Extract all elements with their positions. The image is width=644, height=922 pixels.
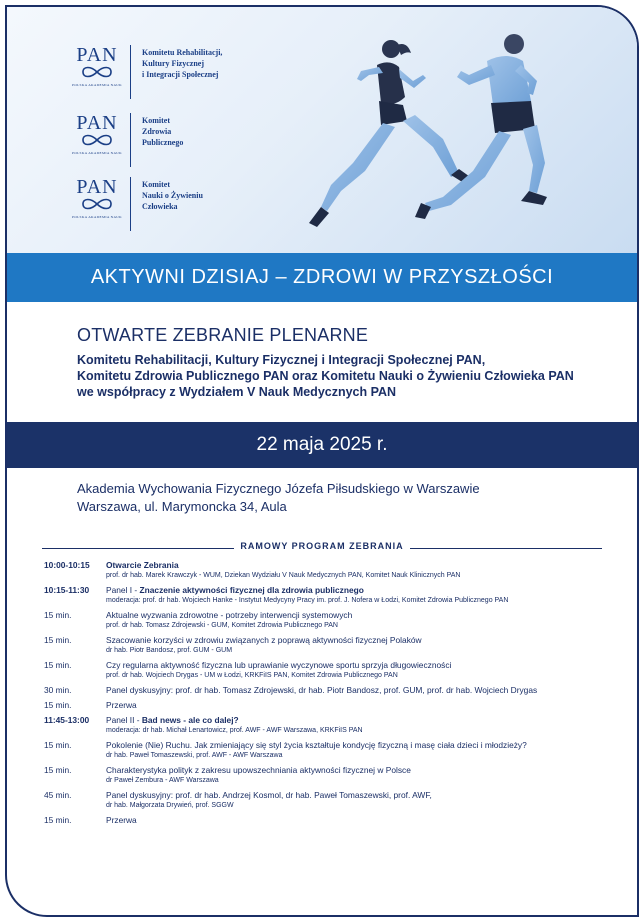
program-title bbox=[106, 700, 624, 711]
committee-name-line: Nauki o Żywieniu bbox=[142, 191, 203, 200]
committee-name-line: Człowieka bbox=[142, 202, 178, 211]
organizer-line: Komitetu Rehabilitacji, Kultury Fizycznej i Integracji Społecznej PAN, bbox=[77, 353, 486, 367]
program-content bbox=[106, 700, 624, 711]
program-content bbox=[106, 635, 624, 656]
program-title bbox=[106, 790, 624, 801]
program-title-text: Pokolenie (Nie) Ruchu. Jak zmieniający się styl życia kształtuje kondycję fizyczną i masę ciała dzieci i młodzieży? bbox=[106, 740, 527, 750]
program-content bbox=[106, 660, 624, 681]
program-time: 15 min. bbox=[44, 815, 72, 825]
logo-committee-public-health bbox=[69, 113, 183, 171]
pan-logo bbox=[69, 177, 125, 220]
program-title bbox=[106, 635, 624, 646]
pan-mark: PAN bbox=[76, 44, 118, 66]
program-title-text: Znaczenie aktywności fizycznej dla zdrowia publicznego bbox=[139, 585, 364, 595]
program-content bbox=[106, 685, 624, 696]
committee-name bbox=[142, 177, 203, 212]
pan-logo bbox=[69, 45, 125, 88]
program-time: 15 min. bbox=[44, 610, 72, 620]
program-item bbox=[44, 685, 624, 696]
banner-title: AKTYWNI DZISIAJ – ZDROWI W PRZYSZŁOŚCI bbox=[7, 253, 637, 302]
program-title bbox=[106, 610, 624, 621]
committee-name-line: Zdrowia bbox=[142, 127, 172, 136]
pan-subtitle: POLSKA AKADEMIA NAUK bbox=[72, 83, 122, 87]
program-item bbox=[44, 740, 624, 761]
program-time: 10:00-10:15 bbox=[44, 560, 90, 570]
logo-committee-nutrition bbox=[69, 177, 203, 235]
program-speaker: dr hab. Piotr Bandosz, prof. GUM - GUM bbox=[106, 647, 233, 654]
committee-name-line: Publicznego bbox=[142, 138, 184, 147]
committee-name-line: Kultury Fizycznej bbox=[142, 59, 204, 68]
program-time: 15 min. bbox=[44, 740, 72, 750]
program-title-text: Otwarcie Zebrania bbox=[106, 560, 179, 570]
program-title-text: Przerwa bbox=[106, 815, 137, 825]
committee-name bbox=[142, 45, 222, 80]
program-content bbox=[106, 815, 624, 826]
program-title bbox=[106, 585, 624, 596]
program-item bbox=[44, 700, 624, 711]
infinity-icon bbox=[77, 66, 117, 78]
logo-committee-rehabilitation bbox=[69, 45, 222, 103]
committee-name-line: Komitetu Rehabilitacji, bbox=[142, 48, 223, 57]
organizer-line: Komitetu Zdrowia Publicznego PAN oraz Komitetu Nauki o Żywieniu Człowieka PAN bbox=[77, 369, 574, 383]
committee-name-line: Komitet bbox=[142, 116, 170, 125]
pan-mark: PAN bbox=[76, 176, 118, 198]
program-title-text: Bad news - ale co dalej? bbox=[141, 715, 239, 725]
program-title bbox=[106, 815, 624, 826]
program-time: 10:15-11:30 bbox=[44, 585, 90, 595]
program-speaker: prof. dr hab. Marek Krawczyk - WUM, Dziekan Wydziału V Nauk Medycznych PAN, Komitet Nauk Klinicznych PAN bbox=[106, 572, 461, 579]
infinity-icon bbox=[77, 134, 117, 146]
logo-divider bbox=[130, 113, 131, 167]
program-content bbox=[106, 585, 624, 606]
program-content bbox=[106, 715, 624, 736]
program-title bbox=[106, 560, 624, 571]
program-item bbox=[44, 715, 624, 736]
program-title-text: Panel dyskusyjny: prof. dr hab. Andrzej Kosmol, dr hab. Paweł Tomaszewski, prof. AWF, bbox=[106, 790, 432, 800]
program-title-text: Aktualne wyzwania zdrowotne - potrzeby interwencji systemowych bbox=[106, 610, 353, 620]
program-time: 15 min. bbox=[44, 660, 72, 670]
venue-line: Warszawa, ul. Marymoncka 34, Aula bbox=[77, 499, 287, 514]
program-item bbox=[44, 610, 624, 631]
program-item bbox=[44, 635, 624, 656]
program-time: 15 min. bbox=[44, 635, 72, 645]
program-title bbox=[42, 541, 602, 551]
program-title-text: Szacowanie korzyści w zdrowiu związanych z poprawą aktywności fizycznej Polaków bbox=[106, 635, 422, 645]
program-time: 15 min. bbox=[44, 765, 72, 775]
program-title-text: Panel dyskusyjny: prof. dr hab. Tomasz Zdrojewski, dr hab. Piotr Bandosz, prof. GUM, prof. dr hab. Wojciech Drygas bbox=[106, 685, 538, 695]
program-title-text: Przerwa bbox=[106, 700, 137, 710]
program-speaker: dr hab. Paweł Tomaszewski, prof. AWF - AWF Warszawa bbox=[106, 752, 283, 759]
program-list bbox=[44, 560, 624, 830]
poster-frame bbox=[5, 5, 639, 917]
program-panel-prefix: Panel I - bbox=[106, 585, 140, 595]
program-title-row bbox=[42, 541, 602, 555]
pan-mark: PAN bbox=[76, 112, 118, 134]
man-runner-figure bbox=[415, 34, 547, 219]
meeting-heading-block bbox=[77, 325, 574, 400]
program-item bbox=[44, 765, 624, 786]
program-item bbox=[44, 815, 624, 826]
program-title-text: Charakterystyka polityk z zakresu upowszechniania aktywności fizycznej w Polsce bbox=[106, 765, 411, 775]
program-title bbox=[106, 740, 624, 751]
logo-divider bbox=[130, 45, 131, 99]
program-item bbox=[44, 790, 624, 811]
program-title bbox=[106, 765, 624, 776]
program-item bbox=[44, 585, 624, 606]
program-title bbox=[106, 715, 624, 726]
program-content bbox=[106, 790, 624, 811]
program-panel-prefix: Panel II - bbox=[106, 715, 142, 725]
venue-block bbox=[77, 480, 480, 516]
program-speaker: prof. dr hab. Wojciech Drygas - UM w Łodzi, KRKFiIS PAN, Komitet Zdrowia Publicznego PAN bbox=[106, 672, 398, 679]
program-speaker: moderacja: dr hab. Michał Lenartowicz, prof. AWF - AWF Warszawa, KRKFiIS PAN bbox=[106, 727, 363, 734]
program-time: 45 min. bbox=[44, 790, 72, 800]
hero-header bbox=[7, 7, 637, 255]
program-time: 30 min. bbox=[44, 685, 72, 695]
pan-subtitle: POLSKA AKADEMIA NAUK bbox=[72, 215, 122, 219]
meeting-heading: OTWARTE ZEBRANIE PLENARNE bbox=[77, 325, 369, 345]
program-content bbox=[106, 560, 624, 581]
program-item bbox=[44, 660, 624, 681]
program-time: 15 min. bbox=[44, 700, 72, 710]
pan-subtitle: POLSKA AKADEMIA NAUK bbox=[72, 151, 122, 155]
program-title bbox=[106, 660, 624, 671]
organizer-line: we współpracy z Wydziałem V Nauk Medycznych PAN bbox=[77, 385, 397, 399]
program-content bbox=[106, 740, 624, 761]
program-time: 11:45-13:00 bbox=[44, 715, 90, 725]
program-content bbox=[106, 765, 624, 786]
program-item bbox=[44, 560, 624, 581]
committee-name-line: i Integracji Społecznej bbox=[142, 70, 219, 79]
program-title bbox=[106, 685, 624, 696]
program-content bbox=[106, 610, 624, 631]
pan-logo bbox=[69, 113, 125, 156]
committee-name bbox=[142, 113, 183, 148]
event-date: 22 maja 2025 r. bbox=[7, 422, 637, 468]
infinity-icon bbox=[77, 198, 117, 210]
program-title-text: Czy regularna aktywność fizyczna lub uprawianie wyczynowe sportu sprzyja długowieczności bbox=[106, 660, 452, 670]
program-title-text: RAMOWY PROGRAM ZEBRANIA bbox=[234, 541, 409, 551]
venue-line: Akademia Wychowania Fizycznego Józefa Piłsudskiego w Warszawie bbox=[77, 481, 480, 496]
program-speaker: prof. dr hab. Tomasz Zdrojewski - GUM, Komitet Zdrowia Publicznego PAN bbox=[106, 622, 338, 629]
program-speaker: dr hab. Małgorzata Drywień, prof. SGGW bbox=[106, 802, 234, 809]
committee-name-line: Komitet bbox=[142, 180, 170, 189]
program-speaker: moderacja: prof. dr hab. Wojciech Hanke - Instytut Medycyny Pracy im. prof. J. Nofera w Łodzi, Komitet Zdrowia Publicznego PAN bbox=[106, 597, 509, 604]
logo-divider bbox=[130, 177, 131, 231]
program-speaker: dr Paweł Zembura - AWF Warszawa bbox=[106, 777, 219, 784]
